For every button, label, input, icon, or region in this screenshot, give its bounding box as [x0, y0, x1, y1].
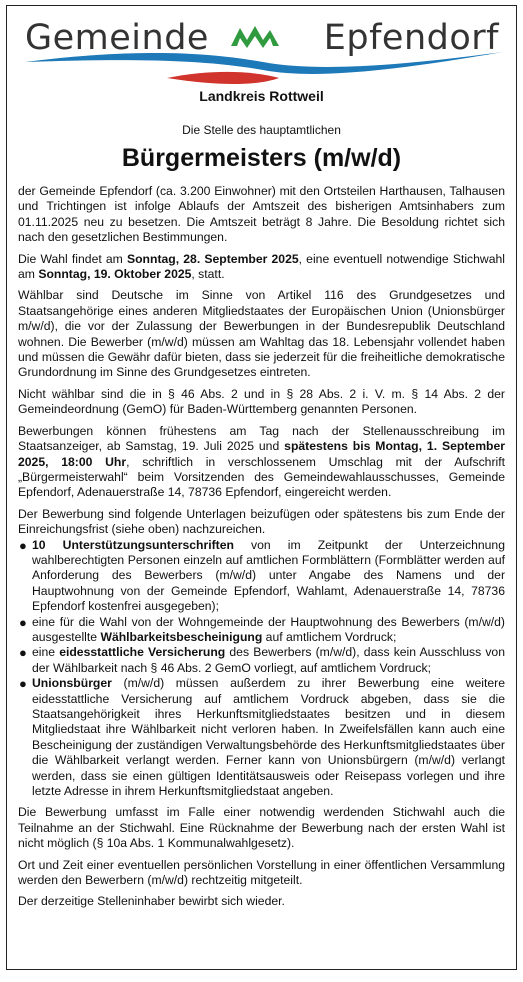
municipality-logo	[17, 12, 509, 90]
bullet-icon: ●	[19, 645, 27, 661]
runoff-date: Sonntag, 19. Oktober 2025	[38, 267, 192, 282]
bullet-icon: ●	[19, 537, 27, 553]
paragraph-presentation: Ort und Zeit einer eventuellen persönlichen Vorstellung in einer öffentlichen Versammlung werden den Bewerbern (m/w/d) rechtzeitig mitgeteilt.	[18, 857, 505, 888]
list-item: ● 10 Unterstützungsunterschriften von im Zeitpunkt der Unterzeichnung wahlberechtigten Personen einzeln auf amtlichen Formblättern (Formblätter werden auf Anforderung des Bewerbers (m/w/d) unter Angabe des Namens und der Hauptwohnung von der Gemeinde Epfendorf, Wahlamt, Adenauerstraße 14, 78736 Epfendorf kostenfrei ausgegeben);	[19, 537, 505, 614]
paragraph-runoff: Die Bewerbung umfasst im Falle einer notwendig werdenden Stichwahl auch die Teilnahme an der Stichwahl. Eine Rücknahme der Bewerbung nach der ersten Wahl ist nicht möglich (§ 10a Abs. 1 Kommunalwahlgesetz).	[18, 805, 505, 851]
deadline: spätestens bis Montag, 1. September 2025, 18:00 Uhr	[18, 439, 505, 469]
logo-text-gemeinde: Gemeinde	[25, 18, 209, 58]
paragraph-election-dates: Die Wahl findet am Sonntag, 28. September 2025, eine eventuell notwendige Stichwahl am Sonntag, 19. Oktober 2025, statt.	[18, 251, 505, 282]
election-date: Sonntag, 28. September 2025	[126, 251, 299, 266]
paragraph-ineligibility: Nicht wählbar sind die in § 46 Abs. 2 und in § 28 Abs. 2 i. V. m. § 14 Abs. 2 der Gemeindeordnung (GemO) für Baden-Württemberg genannten Personen.	[18, 386, 505, 417]
bullet-icon: ●	[19, 676, 27, 692]
announcement-page	[6, 5, 517, 970]
announcement-body	[18, 184, 505, 916]
paragraph-documents-intro: Der Bewerbung sind folgende Unterlagen beizufügen oder spätestens bis zum Ende der Einreichungsfrist (siehe oben) nachzureichen.	[18, 506, 505, 537]
list-item: ● Unionsbürger (m/w/d) müssen außerdem zu ihrer Bewerbung eine weitere eidesstattliche Versicherung auf amtlichem Vordruck abgeben, dass sie die Staatsangehörigkeit ihres Herkunftsmitgliedstaates besitzen und in diesem Mitgliedstaat ihre Wählbarkeit nicht verloren haben. In Zweifelsfällen kann auch eine Bescheinigung der zuständigen Verwaltungsbehörde des Herkunftsmitgliedstaates über die Wählbarkeit verlangt werden. Ferner kann von Unionsbürgern (m/w/d) verlangt werden, dass sie einen gültigen Identitätsausweis oder Reisepass vorlegen und ihre letzte Adresse in ihrem Herkunftsmitgliedstaat angeben.	[19, 676, 505, 799]
paragraph-municipality: der Gemeinde Epfendorf (ca. 3.200 Einwohner) mit den Ortsteilen Harthausen, Talhausen und Trichtingen ist infolge Ablaufs der Amtszeit des bisherigen Amtsinhabers zum 01.11.2025 neu zu besetzen. Die Amtszeit beträgt 8 Jahre. Die Besoldung richtet sich nach den gesetzlichen Bestimmungen.	[18, 184, 505, 245]
intro-line: Die Stelle des hauptamtlichen	[182, 123, 341, 137]
list-item: ● eine eidesstattliche Versicherung des Bewerbers (m/w/d), dass kein Ausschluss von der Wählbarkeit nach § 46 Abs. 2 GemO vorliegt, auf amtlichem Vordruck;	[19, 645, 505, 675]
documents-list	[18, 538, 505, 800]
paragraph-incumbent: Der derzeitige Stelleninhaber bewirbt sich wieder.	[18, 894, 285, 909]
logo-text-epfendorf: Epfendorf	[323, 18, 499, 58]
page-title: Bürgermeisters (m/w/d)	[121, 144, 402, 172]
list-item: ● eine für die Wahl von der Wohngemeinde der Hauptwohnung des Bewerbers (m/w/d) ausgestellte Wählbarkeitsbescheinigung auf amtlichem Vordruck;	[19, 614, 505, 644]
district-heading: Landkreis Rottweil	[199, 88, 324, 104]
bullet-icon: ●	[19, 614, 27, 630]
paragraph-application-deadline: Bewerbungen können frühestens am Tag nach der Stellenausschreibung im Staatsanzeiger, ab Samstag, 19. Juli 2025 und spätestens bis Montag, 1. September 2025, 18:00 Uhr, schriftlich in verschlossenem Umschlag mit der Aufschrift „Bürgermeisterwahl“ beim Vorsitzenden des Gemeindewahlausschusses, Gemeinde Epfendorf, Adenauerstraße 14, 78736 Epfendorf, eingereicht werden.	[18, 423, 505, 500]
paragraph-eligibility: Wählbar sind Deutsche im Sinne von Artikel 116 des Grundgesetzes und Staatsangehörige eines anderen Mitgliedstaates der Europäischen Union (Unionsbürger m/w/d), die vor der Zulassung der Bewerbungen in der Bundesrepublik Deutschland wohnen. Die Bewerber (m/w/d) müssen am Wahltag das 18. Lebensjahr vollendet haben und müssen die Gewähr dafür bieten, dass sie jederzeit für die freiheitliche demokratische Grundordnung im Sinne des Grundgesetzes eintreten.	[18, 288, 505, 380]
